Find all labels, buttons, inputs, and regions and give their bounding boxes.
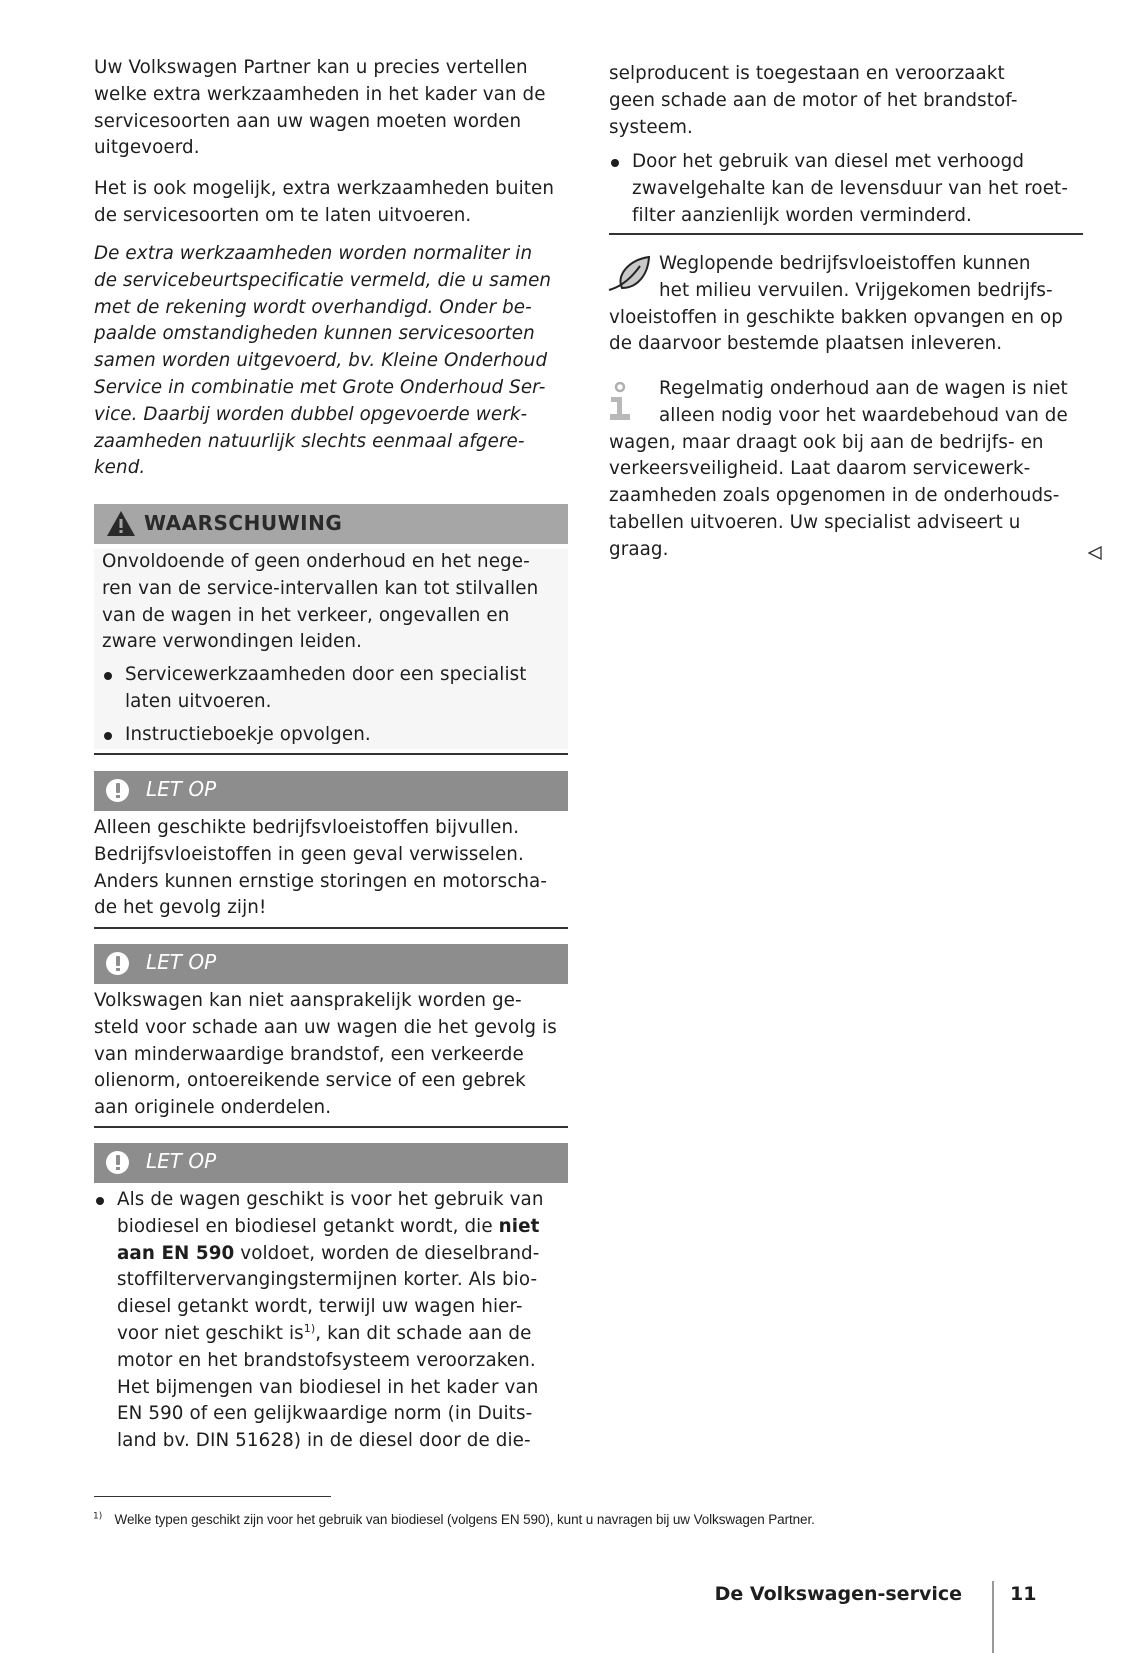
notice-title: LET OP (146, 950, 217, 974)
warning-bullet (102, 722, 568, 749)
text-line: Uw Volkswagen Partner kan u precies vertellen (94, 57, 528, 78)
diesel-bullet (609, 149, 1106, 229)
text-line: stoffiltervervangingstermijnen korter. Als bio- (117, 1269, 538, 1291)
exclamation-icon (106, 1151, 129, 1174)
text-line: geen schade aan de motor of het brandstof- (609, 89, 1018, 111)
text-line: servicesoorten aan uw wagen moeten worden (94, 110, 522, 132)
text-line: De extra werkzaamheden worden normaliter in (94, 243, 533, 264)
text-line: tabellen uitvoeren. Uw specialist adviseert u (609, 511, 1021, 533)
text-line: systeem. (609, 116, 693, 138)
exclamation-icon (106, 952, 129, 975)
text-segment: biodiesel en biodiesel getankt wordt, die (117, 1215, 499, 1237)
text-segment: , kan dit schade aan de (315, 1322, 532, 1344)
warning-header (94, 504, 568, 544)
text-line: zwavelgehalte kan de levensduur van het roet- (632, 177, 1069, 199)
warning-title: WAARSCHUWING (144, 511, 343, 535)
info-note (609, 376, 1083, 564)
footer-divider (992, 1581, 994, 1653)
text-line: Het is ook mogelijk, extra werkzaamheden buiten (94, 178, 555, 199)
text-line: paalde omstandigheden kunnen servicesoorten (94, 323, 535, 345)
text-line: filter aanzienlijk worden verminderd. (632, 204, 972, 226)
footnote-mark: 1) (93, 1511, 103, 1522)
text-line: Servicewerkzaamheden door een specialist (125, 664, 527, 686)
warning-text (94, 549, 568, 656)
text-line: Instructieboekje opvolgen. (125, 723, 371, 745)
text-line: steld voor schade aan uw wagen die het gevolg is (94, 1016, 557, 1038)
text-line: EN 590 of een gelijkwaardige norm (in Duits- (117, 1403, 533, 1425)
text-segment: voldoet, worden de dieselbrand- (234, 1242, 540, 1264)
text-line: zaamheden natuurlijk slechts eenmaal afgere- (94, 430, 525, 452)
text-line: de daarvoor bestemde plaatsen inleveren. (609, 333, 1003, 355)
text-line (117, 1214, 568, 1241)
text-line: van minderwaardige brandstof, een verkeerde (94, 1043, 524, 1065)
warning-bullet (102, 662, 568, 716)
text-line: de het gevolg zijn! (94, 897, 267, 919)
text-line: Onvoldoende of geen onderhoud en het nege- (102, 551, 530, 572)
notice-divider (94, 927, 568, 929)
section-name: De Volkswagen-service (714, 1583, 962, 1605)
notice-body (94, 988, 568, 1122)
text-line: Regelmatig onderhoud aan de wagen is niet (659, 378, 1068, 399)
footnote-divider (94, 1496, 331, 1497)
page-number: 11 (1010, 1583, 1037, 1605)
text-line: wagen, maar draagt ook bij aan de bedrijfs- en (609, 431, 1044, 453)
text-line: Anders kunnen ernstige storingen en motorscha- (94, 870, 548, 892)
extra-work-paragraph (94, 176, 568, 230)
bold-text: aan EN 590 (117, 1242, 235, 1264)
text-line: vice. Daarbij worden dubbel opgevoerde werk- (94, 403, 528, 425)
text-line: motor en het brandstofsysteem veroorzaken. (117, 1349, 536, 1371)
text-line: selproducent is toegestaan en veroorzaakt (609, 63, 1005, 84)
text-line: Weglopende bedrijfsvloeistoffen kunnen (659, 253, 1031, 274)
bold-text: niet (498, 1215, 540, 1237)
text-line (117, 1241, 568, 1268)
text-line: de servicebeurtspecificatie vermeld, die u samen (94, 269, 552, 291)
text-line: de servicesoorten om te laten uitvoeren. (94, 204, 472, 226)
text-line: welke extra werkzaamheden in het kader van de (94, 83, 546, 105)
text-line: verkeersveiligheid. Laat daarom servicewerk- (609, 458, 1031, 480)
text-line: Bedrijfsvloeistoffen in geen geval verwisselen. (94, 843, 524, 865)
intro-paragraph (94, 55, 568, 162)
notice-title: LET OP (146, 1149, 217, 1173)
text-line: aan originele onderdelen. (94, 1097, 332, 1119)
text-line: Het bijmengen van biodiesel in het kader van (117, 1376, 539, 1398)
text-line: uitgevoerd. (94, 137, 200, 159)
text-line: diesel getankt wordt, terwijl uw wagen hier- (117, 1296, 523, 1318)
notice-divider (94, 1126, 568, 1128)
text-segment: voor niet geschikt is (117, 1322, 304, 1344)
text-line: vloeistoffen in geschikte bakken opvangen en op (609, 306, 1063, 328)
text-line: samen worden uitgevoerd, bv. Kleine Onderhoud (94, 350, 548, 372)
text-line: land bv. DIN 51628) in de diesel door de die- (117, 1430, 531, 1452)
text-line: Door het gebruik van diesel met verhoogd (632, 151, 1025, 172)
text-line: met de rekening wordt overhandigd. Onder be- (94, 296, 532, 318)
warning-triangle-icon (106, 510, 136, 537)
exclamation-icon (106, 779, 129, 802)
text-line (117, 1321, 568, 1348)
text-line: kend. (94, 457, 146, 479)
footnote-reference[interactable]: 1) (303, 1321, 316, 1335)
warning-divider (94, 753, 568, 755)
text-line: Als de wagen geschikt is voor het gebruik van (117, 1189, 544, 1210)
text-line: zaamheden zoals opgenomen in de onderhouds- (609, 485, 1060, 507)
footnote-text: Welke typen geschikt zijn voor het gebruik van biodiesel (volgens EN 590), kunt u navragen bij uw Volkswagen Partner. (114, 1512, 815, 1527)
section-divider (609, 233, 1083, 235)
text-line: olienorm, ontoereikende service of een gebrek (94, 1070, 526, 1092)
text-line: Alleen geschikte bedrijfsvloeistoffen bijvullen. (94, 817, 520, 838)
notice-header (94, 944, 568, 984)
notice-title: LET OP (146, 777, 217, 801)
text-line: het milieu vervuilen. Vrijgekomen bedrijfs- (659, 279, 1053, 301)
text-line: van de wagen in het verkeer, ongevallen en (102, 604, 510, 626)
text-line: ren van de service-intervallen kan tot stilvallen (102, 577, 539, 599)
notice-header (94, 1143, 568, 1183)
notice-header (94, 771, 568, 811)
continued-paragraph (609, 61, 1083, 141)
italic-note-paragraph (94, 241, 568, 482)
text-line: graag. (609, 538, 669, 560)
text-line: Volkswagen kan niet aansprakelijk worden ge- (94, 990, 522, 1011)
text-line: alleen nodig voor het waardebehoud van de (659, 404, 1068, 426)
end-of-section-triangle-icon (1088, 546, 1102, 560)
text-line: Service in combinatie met Grote Onderhoud Ser- (94, 376, 546, 398)
text-line: zware verwondingen leiden. (102, 631, 363, 653)
environment-note (609, 251, 1083, 358)
footnote (93, 1512, 815, 1528)
warning-body (94, 549, 568, 749)
notice-body (94, 1187, 568, 1455)
notice-body (94, 815, 568, 922)
notice-bullet (94, 1187, 568, 1455)
text-line: laten uitvoeren. (125, 690, 272, 712)
